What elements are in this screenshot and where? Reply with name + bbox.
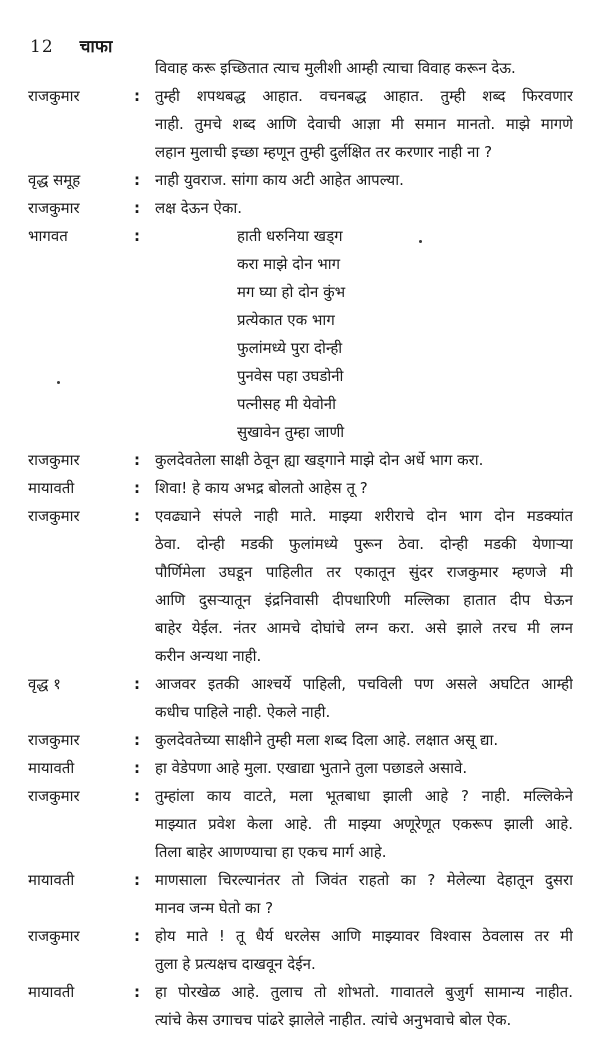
speech-text [155, 194, 573, 222]
speech-text [155, 978, 573, 1034]
speech-line: तुम्हांला काय वाटते, मला भूतबाधा झाली आहे ? नाही. मल्लिकेने [155, 787, 573, 805]
speech-text [155, 922, 573, 978]
speech-line: हा वेडेपणा आहे मुला. एखाद्या भुताने तुला पछाडले असावे. [155, 759, 468, 777]
verse-line: पुनवेस पहा उघडोनी [237, 367, 344, 385]
speech-line: कुलदेवतेला साक्षी ठेवून ह्या खड्गाने माझे दोन अर्धे भाग करा. [155, 451, 484, 469]
speech-line: पौर्णिमेला उघडून पाहिलीत तर एकातून सुंदर राजकुमार म्हणजे मी [155, 563, 573, 581]
speech-line: एवढ्याने संपले नाही माते. माझ्या शरीराचे दोन भाग दोन मडक्यांत [155, 507, 573, 525]
speech-line: विवाह करू इच्छितात त्याच मुलीशी आम्ही त्याचा विवाह करून देऊ. [155, 59, 516, 77]
speaker-name: राजकुमार [28, 731, 80, 749]
speech-line: माझ्यात प्रवेश केला आहे. ती माझ्या अणूरेणूत एकरूप झाली आहे. [155, 815, 573, 833]
dialogue-entry [28, 782, 573, 866]
speech-line: तिला बाहेर आणण्याचा हा एकच मार्ग आहे. [155, 843, 387, 861]
speech-text [155, 754, 573, 782]
speech-line: करीन अन्यथा नाही. [155, 647, 262, 665]
speech-line: होय माते ! तू धैर्य धरलेस आणि माझ्यावर विश्वास ठेवलास तर मी [155, 927, 573, 945]
dialogue-entry [28, 726, 573, 754]
verse-line: पत्नीसह मी येवोनी [237, 395, 336, 413]
speaker-name: राजकुमार [28, 87, 80, 105]
scan-artifact-dot [419, 240, 422, 243]
speech-line: हा पोरखेळ आहे. तुलाच तो शोभतो. गावातले बुजुर्ग सामान्य नाहीत. [155, 983, 573, 1001]
verse-line: करा माझे दोन भाग [237, 255, 341, 273]
scan-artifact-dot [57, 381, 60, 384]
verse-line: हाती धरुनिया खड्ग [237, 227, 343, 245]
colon-separator: : [134, 227, 140, 245]
dialogue-entry [28, 670, 573, 726]
speech-line: आजवर इतकी आश्चर्ये पाहिली, पचविली पण असले अघटित आम्ही [155, 675, 573, 693]
colon-separator: : [134, 451, 140, 469]
dialogue-entry [28, 446, 573, 474]
speech-line: माणसाला चिरल्यानंतर तो जिवंत राहतो का ? मेलेल्या देहातून दुसरा [155, 871, 573, 889]
speech-line: ठेवा. दोन्ही मडकी फुलांमध्ये पुरून ठेवा. दोन्ही मडकी येणाऱ्या [155, 535, 573, 553]
colon-separator: : [134, 983, 140, 1001]
speech-line: शिवा! हे काय अभद्र बोलतो आहेस तू ? [155, 479, 368, 497]
speech-line: त्यांचे केस उगाचच पांढरे झालेले नाहीत. त्यांचे अनुभवाचे बोल ऐक. [155, 1011, 512, 1029]
speech-text [155, 474, 573, 502]
speaker-name: मायावती [28, 479, 75, 497]
colon-separator: : [134, 675, 140, 693]
colon-separator: : [134, 871, 140, 889]
speaker-name: राजकुमार [28, 451, 80, 469]
speech-line: तुम्ही शपथबद्ध आहात. वचनबद्ध आहात. तुम्ही शब्द फिरवणार [155, 87, 573, 105]
speaker-name: राजकुमार [28, 927, 80, 945]
speech-line: आणि दुसऱ्यातून इंद्रनिवासी दीपधारिणी मल्लिका हातात दीप घेऊन [155, 591, 573, 609]
speech-text [155, 782, 573, 866]
colon-separator: : [134, 731, 140, 749]
speech-text [155, 166, 573, 194]
dialogue-entry [28, 754, 573, 782]
verse-line: प्रत्येकात एक भाग [237, 311, 335, 329]
colon-separator: : [134, 787, 140, 805]
dialogue-entry [28, 502, 573, 670]
dialogue-entry [28, 978, 573, 1034]
speech-line: कुलदेवतेच्या साक्षीने तुम्ही मला शब्द दिला आहे. लक्षात असू द्या. [155, 731, 499, 749]
dialogue-entry [28, 922, 573, 978]
verse-line: फुलांमध्ये पुरा दोन्ही [237, 339, 343, 357]
speaker-name: मायावती [28, 759, 75, 777]
speaker-name: भागवत [28, 227, 68, 245]
speech-line: मानव जन्म घेतो का ? [155, 899, 274, 917]
speaker-name: राजकुमार [28, 507, 80, 525]
speech-text [155, 54, 573, 82]
colon-separator: : [134, 87, 140, 105]
colon-separator: : [134, 479, 140, 497]
dialogue-entry [28, 166, 573, 194]
speech-text [155, 82, 573, 166]
speech-line: तुला हे प्रत्यक्षच दाखवून देईन. [155, 955, 316, 973]
book-title: चाफा [79, 37, 113, 57]
speech-line: कधीच पाहिले नाही. ऐकले नाही. [155, 703, 331, 721]
speech-line: लक्ष देऊन ऐका. [155, 199, 242, 217]
speech-text [155, 446, 573, 474]
colon-separator: : [134, 507, 140, 525]
speaker-name: वृद्ध समूह [28, 171, 81, 189]
speech-text [155, 502, 573, 670]
speaker-name: मायावती [28, 983, 75, 1001]
speech-text [155, 726, 573, 754]
dialogue-entry [28, 474, 573, 502]
speech-line: लहान मुलाची इच्छा म्हणून तुम्ही दुर्लक्षित तर करणार नाही ना ? [155, 143, 493, 161]
dialogue-entry [28, 222, 573, 446]
dialogue-entry [28, 82, 573, 166]
speech-line: नाही युवराज. सांगा काय अटी आहेत आपल्या. [155, 171, 404, 189]
dialogue-entry [28, 54, 573, 82]
speaker-name: राजकुमार [28, 787, 80, 805]
dialogue-entry [28, 194, 573, 222]
dialogue-entry [28, 866, 573, 922]
colon-separator: : [134, 927, 140, 945]
speech-line: नाही. तुमचे शब्द आणि देवाची आज्ञा मी समान मानतो. माझे मागणे [155, 115, 573, 133]
speech-text [155, 670, 573, 726]
speech-text [155, 866, 573, 922]
speaker-name: राजकुमार [28, 199, 80, 217]
speaker-name: मायावती [28, 871, 75, 889]
colon-separator: : [134, 199, 140, 217]
page-number: 12 [30, 37, 54, 57]
colon-separator: : [134, 759, 140, 777]
speaker-name: वृद्ध १ [28, 675, 61, 693]
speech-line: बाहेर येईल. नंतर आमचे दोघांचे लग्न करा. असे झाले तरच मी लग्न [155, 619, 573, 637]
dialogue-list [28, 54, 573, 1034]
verse-line: सुखावेन तुम्हा जाणी [237, 423, 345, 441]
speech-text [155, 222, 573, 446]
colon-separator: : [134, 171, 140, 189]
verse-line: मग घ्या हो दोन कुंभ [237, 283, 346, 301]
